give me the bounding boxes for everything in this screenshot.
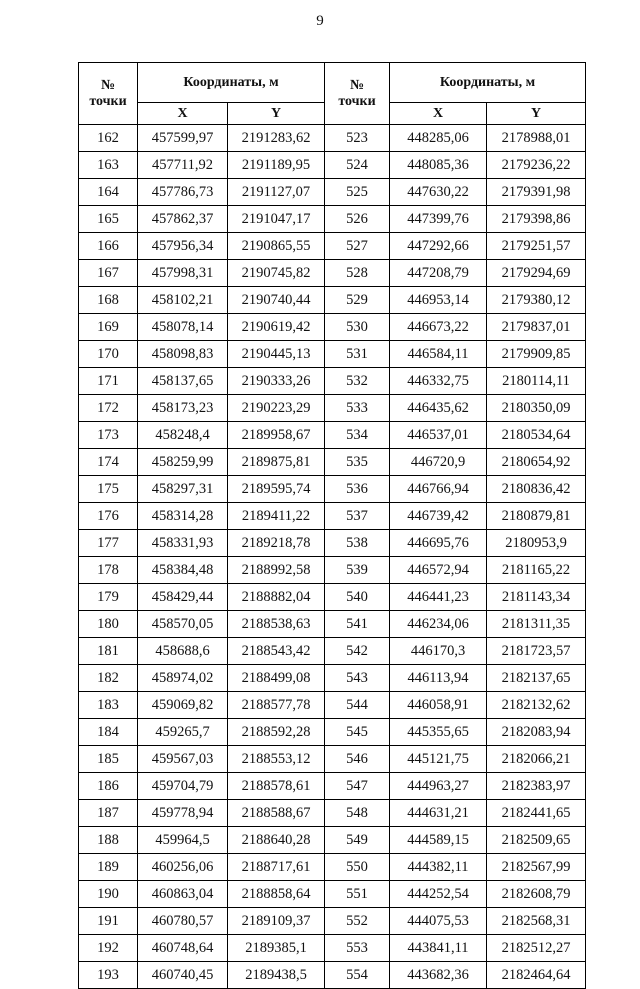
y-value-right: 2178988,01 — [487, 125, 586, 152]
y-value-left: 2189958,67 — [228, 422, 325, 449]
point-number-left: 175 — [79, 476, 138, 503]
x-value-right: 446584,11 — [390, 341, 487, 368]
y-value-right: 2179294,69 — [487, 260, 586, 287]
point-number-left: 191 — [79, 908, 138, 935]
y-value-right: 2182137,65 — [487, 665, 586, 692]
point-number-right: 530 — [325, 314, 390, 341]
y-value-right: 2182608,79 — [487, 881, 586, 908]
y-value-right: 2182567,99 — [487, 854, 586, 881]
coordinates-header-right: Координаты, м — [390, 63, 586, 103]
y-value-right: 2179391,98 — [487, 179, 586, 206]
table-row — [79, 125, 586, 152]
point-number-left: 164 — [79, 179, 138, 206]
x-value-left: 459704,79 — [138, 773, 228, 800]
x-value-left: 458297,31 — [138, 476, 228, 503]
x-value-right: 446720,9 — [390, 449, 487, 476]
header-row-top — [79, 63, 586, 103]
table-row — [79, 557, 586, 584]
x-value-left: 460748,64 — [138, 935, 228, 962]
y-value-left: 2188588,67 — [228, 800, 325, 827]
point-number-left: 187 — [79, 800, 138, 827]
x-value-right: 445355,65 — [390, 719, 487, 746]
y-value-right: 2182568,31 — [487, 908, 586, 935]
x-value-right: 444963,27 — [390, 773, 487, 800]
x-value-left: 459265,7 — [138, 719, 228, 746]
point-number-right: 534 — [325, 422, 390, 449]
x-value-right: 446739,42 — [390, 503, 487, 530]
y-value-right: 2179380,12 — [487, 287, 586, 314]
y-value-right: 2180879,81 — [487, 503, 586, 530]
point-number-symbol: № — [349, 77, 365, 93]
y-value-left: 2190740,44 — [228, 287, 325, 314]
table-row — [79, 962, 586, 989]
x-value-left: 458688,6 — [138, 638, 228, 665]
point-number-left: 176 — [79, 503, 138, 530]
table-row — [79, 935, 586, 962]
point-number-left: 166 — [79, 233, 138, 260]
table-row — [79, 611, 586, 638]
point-number-left: 177 — [79, 530, 138, 557]
point-number-right: 554 — [325, 962, 390, 989]
point-number-right: 528 — [325, 260, 390, 287]
x-value-right: 446435,62 — [390, 395, 487, 422]
coordinates-header-left: Координаты, м — [138, 63, 325, 103]
y-value-right: 2182464,64 — [487, 962, 586, 989]
x-value-left: 458137,65 — [138, 368, 228, 395]
point-number-right: 525 — [325, 179, 390, 206]
point-number-right: 531 — [325, 341, 390, 368]
point-number-left: 181 — [79, 638, 138, 665]
y-value-right: 2181311,35 — [487, 611, 586, 638]
point-number-left: 165 — [79, 206, 138, 233]
y-value-left: 2191127,07 — [228, 179, 325, 206]
point-number-left: 188 — [79, 827, 138, 854]
x-header-right: X — [390, 103, 487, 125]
x-value-left: 458098,83 — [138, 341, 228, 368]
x-value-right: 446170,3 — [390, 638, 487, 665]
y-value-right: 2180953,9 — [487, 530, 586, 557]
table-row — [79, 665, 586, 692]
x-value-left: 460256,06 — [138, 854, 228, 881]
point-number-right: 532 — [325, 368, 390, 395]
y-header-left: Y — [228, 103, 325, 125]
point-number-left: 183 — [79, 692, 138, 719]
point-number-header-right — [325, 63, 390, 125]
point-number-left: 189 — [79, 854, 138, 881]
y-value-left: 2189411,22 — [228, 503, 325, 530]
table-row — [79, 422, 586, 449]
y-value-right: 2179837,01 — [487, 314, 586, 341]
y-value-left: 2188640,28 — [228, 827, 325, 854]
point-number-left: 168 — [79, 287, 138, 314]
point-number-right: 546 — [325, 746, 390, 773]
x-value-left: 457998,31 — [138, 260, 228, 287]
point-number-right: 535 — [325, 449, 390, 476]
table-row — [79, 746, 586, 773]
x-value-right: 447630,22 — [390, 179, 487, 206]
point-number-left: 169 — [79, 314, 138, 341]
table-row — [79, 908, 586, 935]
point-number-left: 178 — [79, 557, 138, 584]
point-number-word: точки — [338, 93, 376, 109]
table-row — [79, 368, 586, 395]
x-value-left: 459069,82 — [138, 692, 228, 719]
x-value-left: 457711,92 — [138, 152, 228, 179]
table-row — [79, 800, 586, 827]
table-row — [79, 152, 586, 179]
y-value-left: 2190445,13 — [228, 341, 325, 368]
x-value-left: 458078,14 — [138, 314, 228, 341]
x-value-left: 459778,94 — [138, 800, 228, 827]
x-value-left: 459964,5 — [138, 827, 228, 854]
y-value-left: 2188543,42 — [228, 638, 325, 665]
table-row — [79, 638, 586, 665]
x-value-left: 459567,03 — [138, 746, 228, 773]
point-number-left: 162 — [79, 125, 138, 152]
table-row — [79, 206, 586, 233]
x-value-right: 444252,54 — [390, 881, 487, 908]
x-value-left: 458974,02 — [138, 665, 228, 692]
y-value-right: 2182509,65 — [487, 827, 586, 854]
y-value-left: 2191189,95 — [228, 152, 325, 179]
x-value-right: 444631,21 — [390, 800, 487, 827]
point-number-right: 526 — [325, 206, 390, 233]
x-value-left: 460740,45 — [138, 962, 228, 989]
point-number-right: 550 — [325, 854, 390, 881]
point-number-left: 184 — [79, 719, 138, 746]
x-value-right: 446766,94 — [390, 476, 487, 503]
point-number-symbol: № — [100, 77, 116, 93]
x-value-right: 446332,75 — [390, 368, 487, 395]
point-number-right: 539 — [325, 557, 390, 584]
table-row — [79, 773, 586, 800]
x-value-right: 444589,15 — [390, 827, 487, 854]
point-number-left: 171 — [79, 368, 138, 395]
x-value-left: 458570,05 — [138, 611, 228, 638]
table-row — [79, 314, 586, 341]
x-value-left: 458429,44 — [138, 584, 228, 611]
point-number-right: 549 — [325, 827, 390, 854]
x-value-right: 447399,76 — [390, 206, 487, 233]
point-number-right: 527 — [325, 233, 390, 260]
y-value-left: 2188992,58 — [228, 557, 325, 584]
point-number-left: 163 — [79, 152, 138, 179]
x-value-left: 460780,57 — [138, 908, 228, 935]
x-header-left: X — [138, 103, 228, 125]
y-value-left: 2188858,64 — [228, 881, 325, 908]
coordinates-table — [78, 62, 586, 989]
y-value-right: 2180350,09 — [487, 395, 586, 422]
y-value-left: 2188882,04 — [228, 584, 325, 611]
point-number-left: 167 — [79, 260, 138, 287]
table-row — [79, 287, 586, 314]
y-value-left: 2189385,1 — [228, 935, 325, 962]
point-number-right: 524 — [325, 152, 390, 179]
y-value-left: 2188499,08 — [228, 665, 325, 692]
y-value-right: 2180836,42 — [487, 476, 586, 503]
x-value-right: 446058,91 — [390, 692, 487, 719]
point-number-right: 544 — [325, 692, 390, 719]
x-value-left: 458331,93 — [138, 530, 228, 557]
point-number-left: 172 — [79, 395, 138, 422]
point-number-left: 173 — [79, 422, 138, 449]
x-value-left: 458259,99 — [138, 449, 228, 476]
y-value-right: 2182383,97 — [487, 773, 586, 800]
x-value-right: 444382,11 — [390, 854, 487, 881]
point-number-right: 545 — [325, 719, 390, 746]
table-row — [79, 881, 586, 908]
point-number-right: 552 — [325, 908, 390, 935]
point-number-right: 547 — [325, 773, 390, 800]
y-header-right: Y — [487, 103, 586, 125]
point-number-left: 170 — [79, 341, 138, 368]
x-value-left: 457786,73 — [138, 179, 228, 206]
y-value-right: 2182441,65 — [487, 800, 586, 827]
y-value-left: 2188717,61 — [228, 854, 325, 881]
point-number-header-left — [79, 63, 138, 125]
point-number-right: 529 — [325, 287, 390, 314]
point-number-left: 193 — [79, 962, 138, 989]
y-value-left: 2190223,29 — [228, 395, 325, 422]
table-row — [79, 584, 586, 611]
y-value-right: 2182066,21 — [487, 746, 586, 773]
table-row — [79, 530, 586, 557]
x-value-right: 446673,22 — [390, 314, 487, 341]
page-number: 9 — [316, 13, 324, 29]
x-value-left: 458173,23 — [138, 395, 228, 422]
point-number-left: 174 — [79, 449, 138, 476]
point-number-right: 543 — [325, 665, 390, 692]
table-row — [79, 395, 586, 422]
y-value-left: 2188538,63 — [228, 611, 325, 638]
y-value-left: 2189875,81 — [228, 449, 325, 476]
table-row — [79, 719, 586, 746]
x-value-right: 443841,11 — [390, 935, 487, 962]
y-value-left: 2190333,26 — [228, 368, 325, 395]
y-value-left: 2188577,78 — [228, 692, 325, 719]
point-number-right: 533 — [325, 395, 390, 422]
y-value-right: 2182512,27 — [487, 935, 586, 962]
x-value-right: 446234,06 — [390, 611, 487, 638]
point-number-word: точки — [89, 93, 127, 109]
table-row — [79, 503, 586, 530]
y-value-left: 2189109,37 — [228, 908, 325, 935]
y-value-right: 2179236,22 — [487, 152, 586, 179]
y-value-right: 2182083,94 — [487, 719, 586, 746]
y-value-left: 2188578,61 — [228, 773, 325, 800]
x-value-right: 448285,06 — [390, 125, 487, 152]
y-value-left: 2190619,42 — [228, 314, 325, 341]
point-number-left: 185 — [79, 746, 138, 773]
table-row — [79, 476, 586, 503]
y-value-left: 2188553,12 — [228, 746, 325, 773]
table-row — [79, 449, 586, 476]
y-value-left: 2189595,74 — [228, 476, 325, 503]
table-row — [79, 233, 586, 260]
y-value-right: 2180654,92 — [487, 449, 586, 476]
x-value-left: 458314,28 — [138, 503, 228, 530]
y-value-left: 2191283,62 — [228, 125, 325, 152]
point-number-left: 182 — [79, 665, 138, 692]
x-value-right: 448085,36 — [390, 152, 487, 179]
x-value-right: 443682,36 — [390, 962, 487, 989]
y-value-right: 2180114,11 — [487, 368, 586, 395]
y-value-left: 2189218,78 — [228, 530, 325, 557]
y-value-right: 2181143,34 — [487, 584, 586, 611]
point-number-right: 536 — [325, 476, 390, 503]
x-value-right: 444075,53 — [390, 908, 487, 935]
x-value-right: 445121,75 — [390, 746, 487, 773]
point-number-right: 537 — [325, 503, 390, 530]
table-body — [79, 125, 586, 989]
x-value-right: 447292,66 — [390, 233, 487, 260]
point-number-left: 190 — [79, 881, 138, 908]
point-number-right: 551 — [325, 881, 390, 908]
y-value-left: 2189438,5 — [228, 962, 325, 989]
x-value-left: 458102,21 — [138, 287, 228, 314]
y-value-right: 2181723,57 — [487, 638, 586, 665]
point-number-right: 542 — [325, 638, 390, 665]
x-value-right: 446695,76 — [390, 530, 487, 557]
point-number-left: 180 — [79, 611, 138, 638]
point-number-right: 548 — [325, 800, 390, 827]
y-value-left: 2191047,17 — [228, 206, 325, 233]
y-value-left: 2190745,82 — [228, 260, 325, 287]
table-row — [79, 341, 586, 368]
y-value-right: 2179251,57 — [487, 233, 586, 260]
point-number-left: 192 — [79, 935, 138, 962]
table-row — [79, 260, 586, 287]
point-number-right: 540 — [325, 584, 390, 611]
table-row — [79, 692, 586, 719]
point-number-right: 553 — [325, 935, 390, 962]
y-value-right: 2181165,22 — [487, 557, 586, 584]
point-number-right: 523 — [325, 125, 390, 152]
y-value-right: 2179909,85 — [487, 341, 586, 368]
x-value-left: 460863,04 — [138, 881, 228, 908]
x-value-right: 446953,14 — [390, 287, 487, 314]
point-number-right: 538 — [325, 530, 390, 557]
table-row — [79, 854, 586, 881]
x-value-left: 458248,4 — [138, 422, 228, 449]
y-value-left: 2190865,55 — [228, 233, 325, 260]
x-value-left: 457956,34 — [138, 233, 228, 260]
x-value-right: 447208,79 — [390, 260, 487, 287]
x-value-right: 446537,01 — [390, 422, 487, 449]
x-value-left: 458384,48 — [138, 557, 228, 584]
x-value-left: 457862,37 — [138, 206, 228, 233]
x-value-right: 446441,23 — [390, 584, 487, 611]
y-value-right: 2179398,86 — [487, 206, 586, 233]
point-number-left: 179 — [79, 584, 138, 611]
x-value-right: 446572,94 — [390, 557, 487, 584]
table-row — [79, 179, 586, 206]
y-value-left: 2188592,28 — [228, 719, 325, 746]
y-value-right: 2180534,64 — [487, 422, 586, 449]
table-row — [79, 827, 586, 854]
x-value-right: 446113,94 — [390, 665, 487, 692]
x-value-left: 457599,97 — [138, 125, 228, 152]
point-number-right: 541 — [325, 611, 390, 638]
y-value-right: 2182132,62 — [487, 692, 586, 719]
point-number-left: 186 — [79, 773, 138, 800]
